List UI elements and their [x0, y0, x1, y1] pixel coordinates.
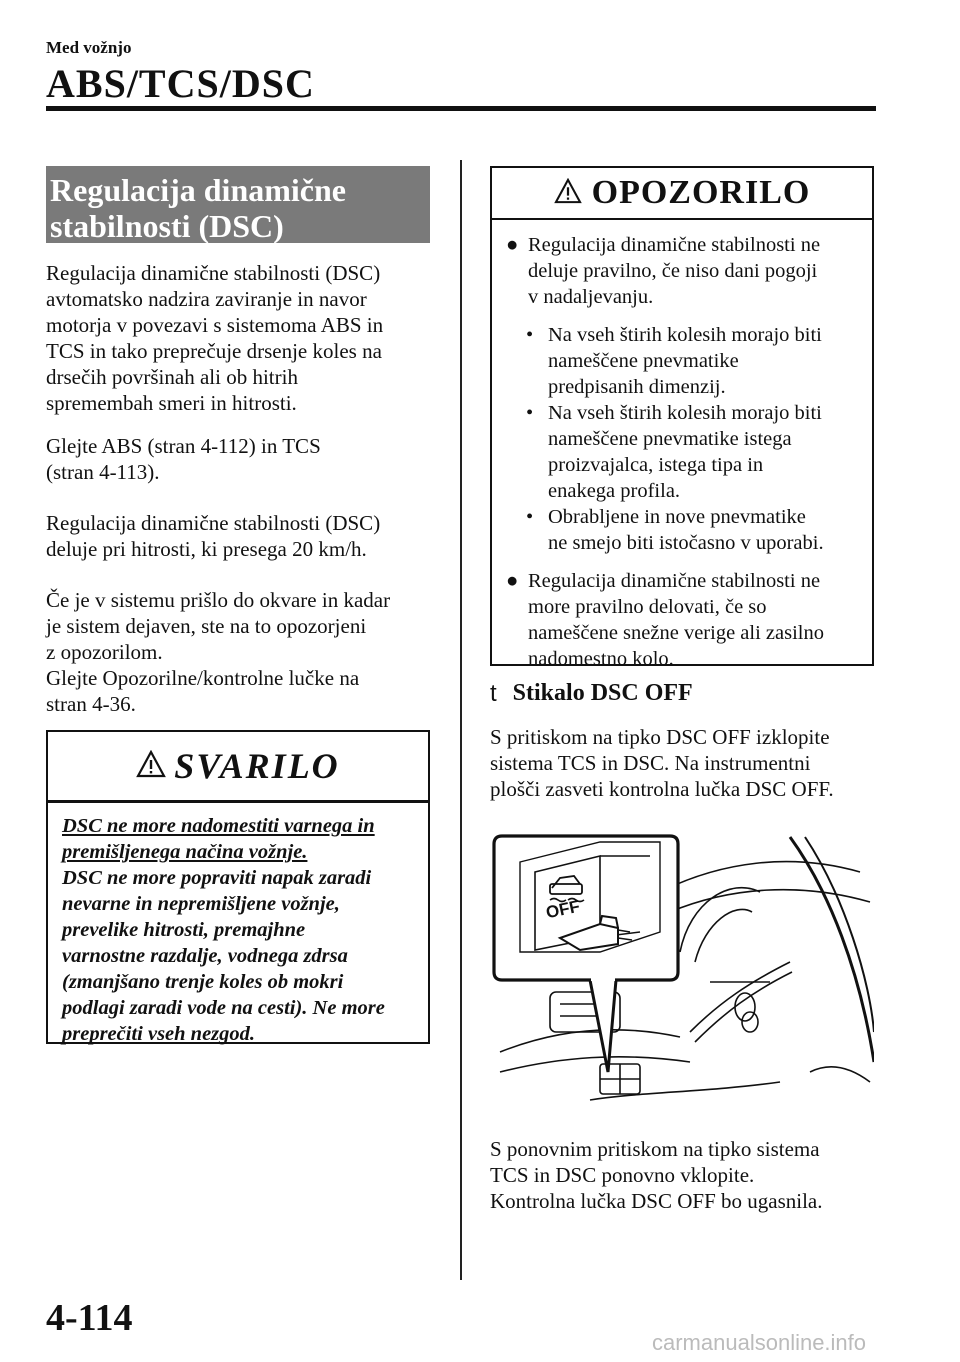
text-line: nameščene snežne verige ali zasilno — [528, 622, 824, 644]
reference-paragraph — [46, 433, 321, 485]
text-line: drsečih površinah ali ob hitrih — [46, 365, 298, 389]
text-line: je sistem dejaven, ste na to opozorjeni — [46, 614, 367, 638]
text-line: S pritiskom na tipko DSC OFF izklopite — [490, 725, 830, 749]
section-label: Med vožnjo — [46, 38, 132, 57]
dsc-off-button-label: OFF — [544, 896, 582, 923]
warning-text — [48, 803, 428, 1047]
text-line: Regulacija dinamične stabilnosti (DSC) — [46, 261, 381, 285]
intro-paragraph — [46, 260, 383, 416]
malfunction-paragraph — [46, 587, 390, 717]
text-line: Glejte Opozorilne/kontrolne lučke na — [46, 666, 360, 690]
text-line: deluje pravilno, če niso dani pogoji — [528, 260, 818, 282]
warning-header — [48, 732, 428, 803]
dashboard-illustration — [490, 832, 874, 1120]
text-line: Na vseh štirih kolesih morajo biti — [548, 324, 822, 346]
reactivate-paragraph — [490, 1136, 822, 1214]
text-line: Regulacija dinamične stabilnosti (DSC) — [46, 511, 381, 535]
text-line: premišljenega načina vožnje. — [62, 841, 308, 863]
caution-sub-bullet — [526, 322, 858, 400]
subheading-marker: t — [490, 680, 497, 707]
text-line: predpisanih dimenzij. — [548, 376, 726, 398]
text-line: Glejte ABS (stran 4-112) in TCS — [46, 434, 321, 458]
text-line: nameščene pnevmatike — [548, 350, 739, 372]
watermark-url: carmanualsonline.info — [652, 1330, 867, 1355]
text-line: Kontrolna lučka DSC OFF bo ugasnila. — [490, 1189, 823, 1213]
text-line: spremembah smeri in hitrosti. — [46, 391, 297, 415]
switch-paragraph — [490, 724, 834, 802]
text-line: (zmanjšano trenje koles ob mokri — [62, 971, 344, 993]
text-line: nameščene pnevmatike istega — [548, 428, 792, 450]
caution-triangle-icon — [554, 178, 582, 209]
caution-bullet — [506, 232, 858, 310]
warning-title: SVARILO — [174, 746, 340, 786]
caution-bullet — [506, 568, 858, 672]
text-line: varnostne razdalje, vodnega zdrsa — [62, 945, 348, 967]
text-line: ne smejo biti istočasno v uporabi. — [548, 532, 824, 554]
bullet-mark: • — [526, 402, 534, 424]
speed-paragraph — [46, 510, 380, 562]
caution-box — [490, 166, 874, 670]
text-line: motorja v povezavi s sistemoma ABS in — [46, 313, 384, 337]
caution-sub-bullet — [526, 400, 858, 504]
caution-header — [492, 168, 872, 220]
text-line: Na vseh štirih kolesih morajo biti — [548, 402, 822, 424]
bullet-mark: • — [526, 324, 534, 346]
text-line: v nadaljevanju. — [528, 286, 654, 308]
text-line: stran 4-36. — [46, 692, 136, 716]
text-line: DSC ne more popraviti napak zaradi — [62, 867, 372, 889]
text-line: TCS in DSC ponovno vklopite. — [490, 1163, 755, 1187]
text-line: nevarne in nepremišljene vožnje, — [62, 893, 340, 915]
bullet-mark: • — [526, 506, 534, 528]
bullet-mark: ● — [506, 570, 519, 592]
warning-box — [46, 730, 430, 1044]
text-line: preprečiti vseh nezgod. — [62, 1023, 256, 1045]
text-line: DSC ne more nadomestiti varnega in — [62, 815, 375, 837]
section-heading-line: Regulacija dinamične — [50, 172, 346, 208]
text-line: podlagi zaradi vode na cesti). Ne more — [62, 997, 385, 1019]
subheading-text: Stikalo DSC OFF — [512, 680, 693, 706]
text-line: (stran 4-113). — [46, 460, 160, 484]
text-line: TCS in tako preprečuje drsenje koles na — [46, 339, 382, 363]
column-divider — [460, 160, 462, 1280]
text-line: deluje pri hitrosti, ki presega 20 km/h. — [46, 537, 367, 561]
text-line: Če je v sistemu prišlo do okvare in kadar — [46, 588, 391, 612]
caution-sub-bullet — [526, 504, 858, 556]
dsc-off-switch-heading — [490, 680, 693, 708]
bullet-mark: ● — [506, 234, 519, 256]
text-line: nadomestno kolo. — [528, 648, 674, 670]
header-rule — [46, 106, 876, 111]
caution-sub-list — [526, 322, 858, 556]
text-line: enakega profila. — [548, 480, 681, 502]
text-line: more pravilno delovati, če so — [528, 596, 767, 618]
text-line: sistema TCS in DSC. Na instrumentni — [490, 751, 811, 775]
caution-title: OPOZORILO — [591, 174, 811, 211]
text-line: plošči zasveti kontrolna lučka DSC OFF. — [490, 777, 834, 801]
text-line: avtomatsko nadzira zaviranje in navor — [46, 287, 367, 311]
text-line: Regulacija dinamične stabilnosti ne — [528, 234, 821, 256]
section-heading — [46, 166, 430, 243]
section-heading-line: stabilnosti (DSC) — [50, 208, 284, 244]
page-number: 4-114 — [46, 1297, 133, 1339]
text-line: Obrabljene in nove pnevmatike — [548, 506, 806, 528]
caution-text — [492, 220, 872, 672]
text-line: proizvajalca, istega tipa in — [548, 454, 764, 476]
text-line: S ponovnim pritiskom na tipko sistema — [490, 1137, 820, 1161]
warning-triangle-icon — [136, 750, 166, 783]
text-line: z opozorilom. — [46, 640, 163, 664]
chapter-title: ABS/TCS/DSC — [46, 61, 315, 106]
text-line: Regulacija dinamične stabilnosti ne — [528, 570, 821, 592]
text-line: prevelike hitrosti, premajhne — [62, 919, 306, 941]
